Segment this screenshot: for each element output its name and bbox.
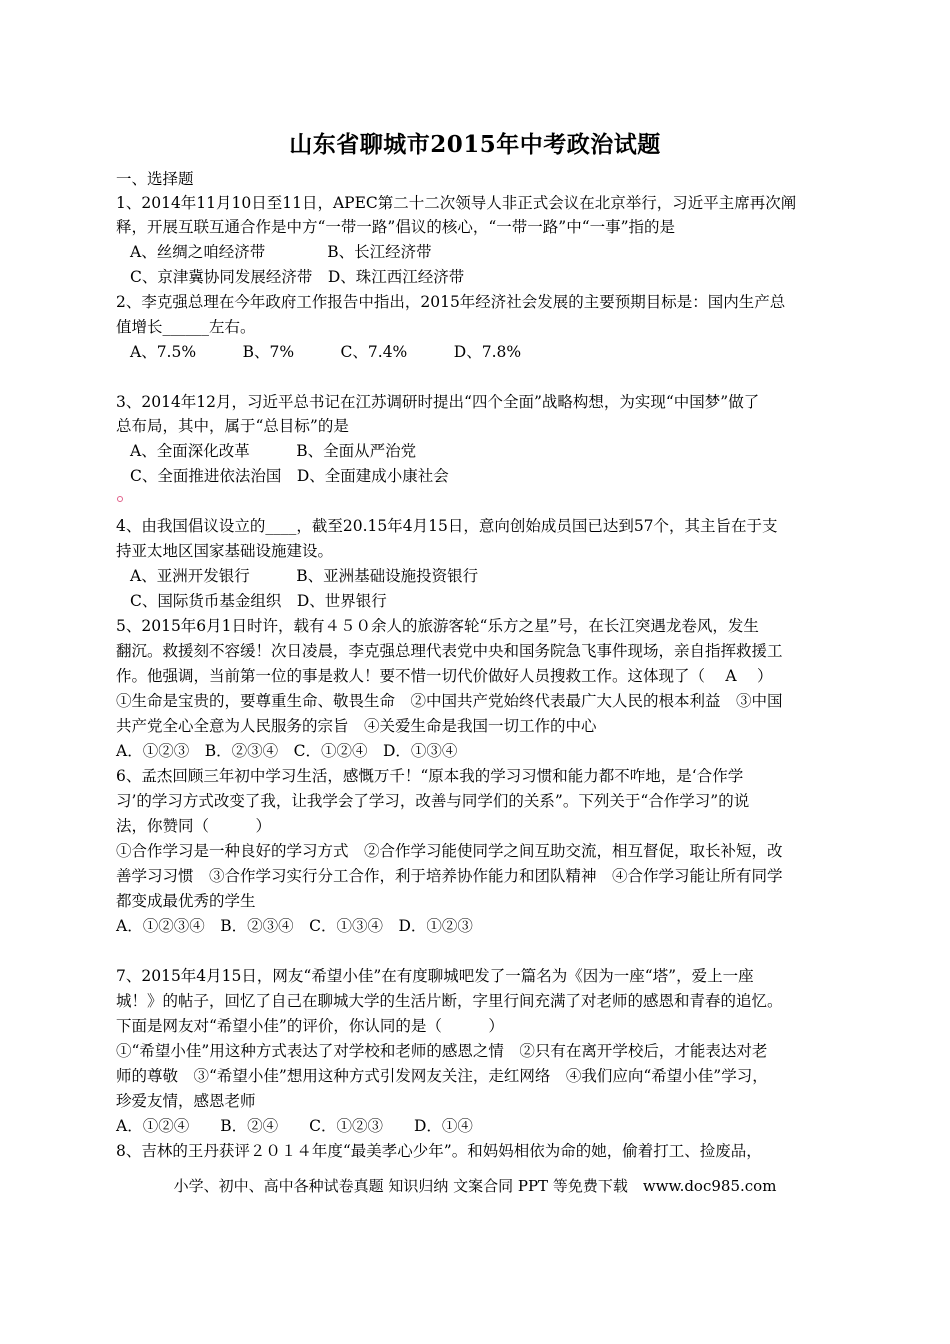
q4-line-2: 持亚太地区国家基础设施建设。 [116,542,334,560]
q5-line-2: 翻沉。救援刻不容缓！次日凌晨，李克强总理代表党中央和国务院急飞事件现场，亲自指挥救援工 [116,642,783,660]
q6-line-4: ①合作学习是一种良好的学习方式 ②合作学习能使同学之间互助交流，相互督促，取长补短，改 [116,842,783,860]
q4-options-2: C、国际货币基金组织 D、世界银行 [130,592,387,610]
q6-line-6: 都变成最优秀的学生 [116,892,256,910]
q7-line-1: 7、2015年4月15日，网友“希望小佳”在有度聊城吧发了一篇名为《因为一座“塔”，爱上一座 [116,967,754,985]
q7-line-2: 城！》的帖子，回忆了自己在聊城大学的生活片断，字里行间充满了对老师的感恩和青春的追忆。 [116,992,783,1010]
q2-options: A、7.5% B、7% C、7.4% D、7.8% [130,343,522,361]
q8-line-1: 8、吉林的王丹获评２０１４年度“最美孝心少年”。和妈妈相依为命的她，偷着打工、捡废品， [116,1142,762,1160]
q1-options-1: A、丝绸之咱经济带 B、长江经济带 [130,243,432,261]
q5-line-4: ①生命是宝贵的，要尊重生命、敬畏生命 ②中国共产党始终代表最广大人民的根本利益 ③中国 [116,692,783,710]
q6-line-1: 6、孟杰回顾三年初中学习生活，感慨万千！“原本我的学习习惯和能力都不咋地，是‘合作学 [116,767,744,785]
q2-line-1: 2、李克强总理在今年政府工作报告中指出，2015年经济社会发展的主要预期目标是：国内生产总 [116,293,786,311]
q5-line-5: 共产党全心全意为人民服务的宗旨 ④关爱生命是我国一切工作的中心 [116,717,597,735]
q7-line-6: 珍爱友情，感恩老师 [116,1092,256,1110]
page-footer: 小学、初中、高中各种试卷真题 知识归纳 文案合同 PPT 等免费下载 www.doc985.com [173,1177,777,1195]
q5-line-1: 5、2015年6月1日时许，载有４５０余人的旅游客轮“乐方之星”号，在长江突遇龙卷风，发生 [116,617,759,635]
q3-options-1: A、全面深化改革 B、全面从严治党 [130,442,417,460]
page-title: 山东省聊城市2015年中考政治试题 [289,131,661,158]
q3-line-2: 总布局，其中，属于“总目标”的是 [116,417,349,435]
q4-options-1: A、亚洲开发银行 B、亚洲基础设施投资银行 [130,567,479,585]
q3-line-1: 3、2014年12月，习近平总书记在江苏调研时提出“四个全面”战略构想，为实现“中国梦”做了 [116,393,760,411]
q4-line-1: 4、由我国倡议设立的____，截至20.15年4月15日，意向创始成员国已达到57个，其主旨在于支 [116,517,778,535]
q1-line-2: 释，开展互联互通合作是中方“一带一路”倡议的核心，“一带一路”中“一事”指的是 [116,218,676,236]
q6-options: A．①②③④ B．②③④ C．①③④ D．①②③ [116,917,473,935]
q6-line-3: 法，你赞同（ ） [116,817,272,835]
q1-line-1: 1、2014年11月10日至11日，APEC第二十二次领导人非正式会议在北京举行，习近平主席再次阐 [116,194,797,212]
q3-options-2: C、全面推进依法治国 D、全面建成小康社会 [130,467,449,485]
q2-line-2: 值增长______左右。 [116,318,256,336]
q7-line-5: 师的尊敬 ③“希望小佳”想用这种方式引发网友关注，走红网络 ④我们应向“希望小佳”学习， [116,1067,768,1085]
pink-mark [117,496,123,502]
q7-line-3: 下面是网友对“希望小佳”的评价，你认同的是（ ） [116,1017,504,1035]
q5-options: A．①②③ B．②③④ C．①②④ D．①③④ [116,742,458,760]
section-heading: 一、选择题 [116,170,194,188]
q7-options: A．①②④ B．②④ C．①②③ D．①④ [116,1117,473,1135]
q6-line-2: 习’的学习方式改变了我，让我学会了学习，改善与同学们的关系”。下列关于“合作学习”的说 [116,792,750,810]
q1-options-2: C、京津冀协同发展经济带 D、珠江西江经济带 [130,268,465,286]
q6-line-5: 善学习习惯 ③合作学习实行分工合作，利于培养协作能力和团队精神 ④合作学习能让所有同学 [116,867,783,885]
q5-line-3: 作。他强调，当前第一位的事是救人！要不惜一切代价做好人员搜救工作。这体现了（ A ） [116,667,773,685]
q7-line-4: ①“希望小佳”用这种方式表达了对学校和老师的感恩之情 ②只有在离开学校后，才能表达对老 [116,1042,768,1060]
